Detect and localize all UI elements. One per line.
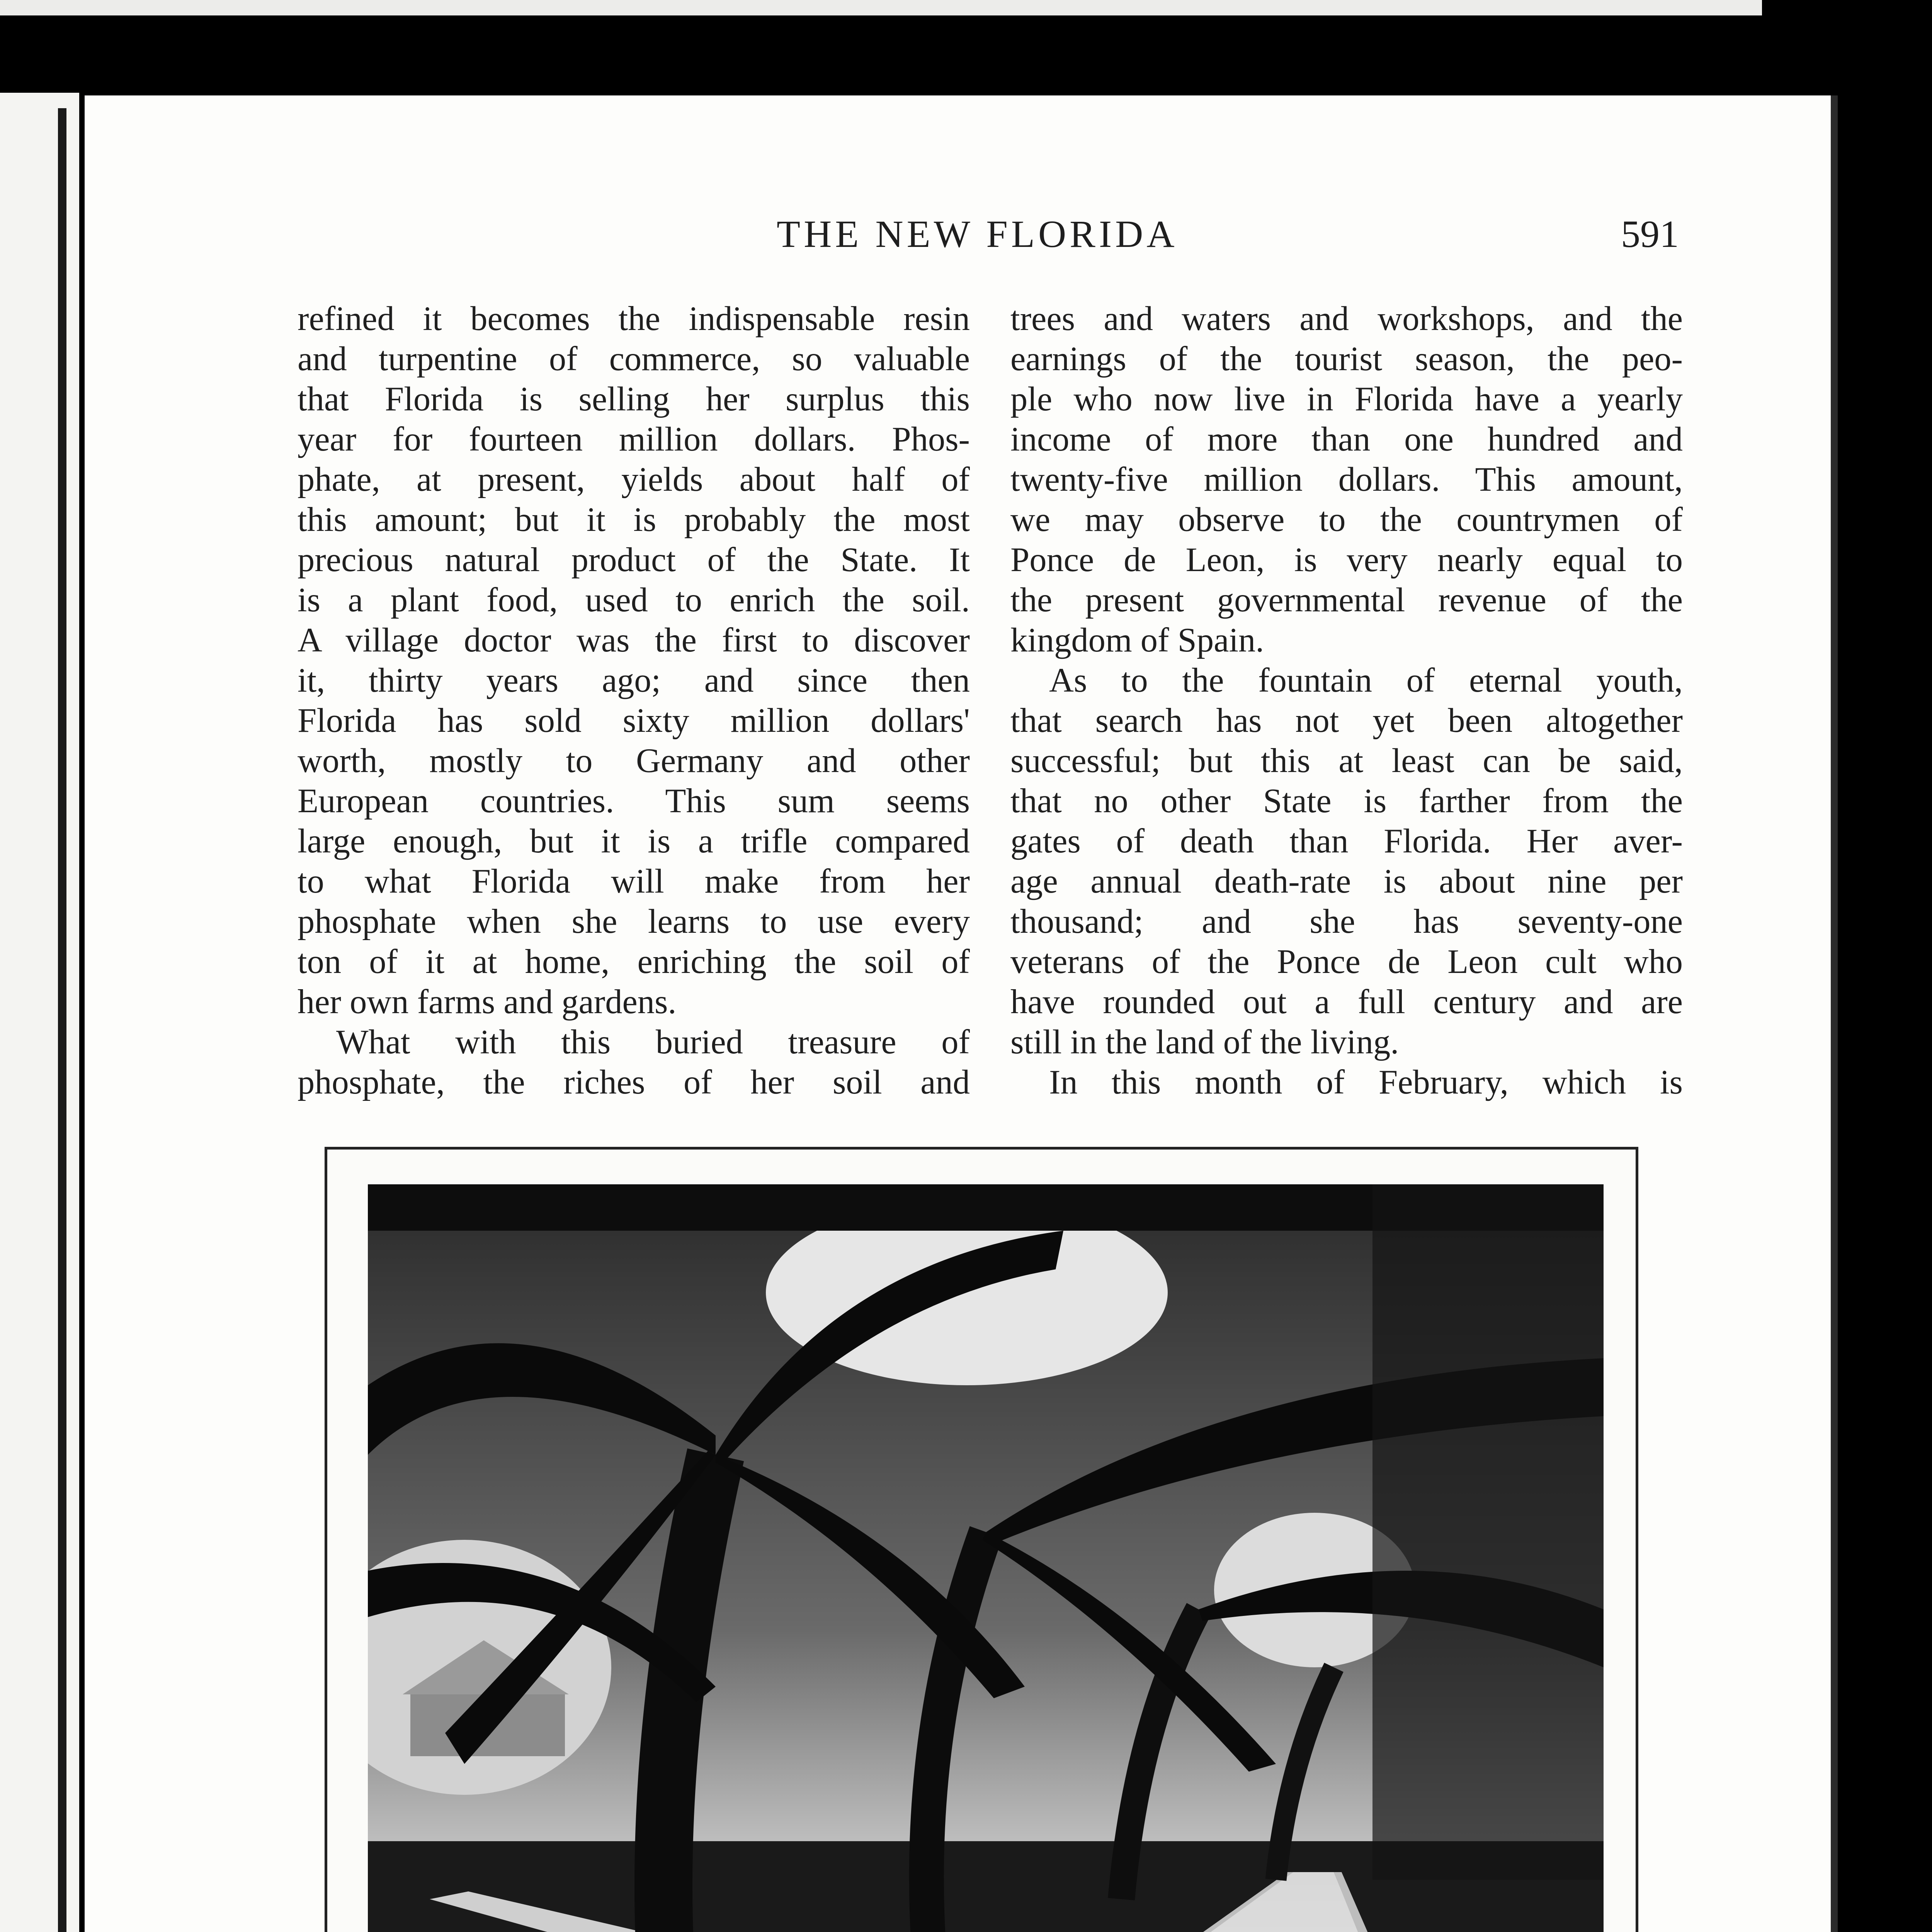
text-line: In this month of February, which is (1049, 1063, 1683, 1101)
scan-top-edge (0, 0, 1762, 15)
text-line: thousand; and she has seventy-one (1010, 903, 1683, 940)
text-line: large enough, but it is a trifle compared (298, 822, 970, 860)
page-number: 591 (1621, 213, 1679, 255)
text-line: is a plant food, used to enrich the soil. (298, 581, 970, 619)
text-line: we may observe to the countrymen of (1010, 501, 1683, 539)
palm-avenue-photograph (368, 1184, 1604, 1932)
facing-page-edge (0, 93, 79, 1932)
text-line: ton of it at home, enriching the soil of (298, 943, 970, 981)
text-line: What with this buried treasure of (336, 1023, 970, 1061)
text-line: earnings of the tourist season, the peo- (1010, 340, 1683, 378)
text-line: still in the land of the living. (1010, 1023, 1399, 1061)
text-line: A village doctor was the first to discover (298, 621, 970, 659)
text-line: age annual death-rate is about nine per (1010, 862, 1683, 900)
text-line: that Florida is selling her surplus this (298, 380, 970, 418)
text-line: have rounded out a full century and are (1010, 983, 1683, 1021)
binding-gutter (58, 108, 66, 1932)
text-line: Florida has sold sixty million dollars' (298, 702, 970, 740)
text-line: to what Florida will make from her (298, 862, 970, 900)
text-column-right (1010, 299, 1683, 1102)
text-line: European countries. This sum seems (298, 782, 970, 820)
text-line: kingdom of Spain. (1010, 621, 1264, 659)
text-line: Ponce de Leon, is very nearly equal to (1010, 541, 1683, 579)
page-right-edge (1831, 95, 1838, 1932)
text-line: year for fourteen million dollars. Phos- (298, 420, 970, 458)
text-line: ple who now live in Florida have a yearly (1010, 380, 1683, 418)
text-line: twenty-five million dollars. This amount, (1010, 461, 1683, 498)
text-line: this amount; but it is probably the most (298, 501, 970, 539)
text-line: that no other State is farther from the (1010, 782, 1683, 820)
text-line: phosphate, the riches of her soil and (298, 1063, 970, 1101)
running-title: THE NEW FLORIDA (777, 213, 1178, 255)
text-line: her own farms and gardens. (298, 983, 677, 1021)
text-line: veterans of the Ponce de Leon cult who (1010, 943, 1683, 981)
text-line: gates of death than Florida. Her aver- (1010, 822, 1683, 860)
text-line: As to the fountain of eternal youth, (1049, 662, 1683, 699)
text-line: worth, mostly to Germany and other (298, 742, 970, 780)
text-line: that search has not yet been altogether (1010, 702, 1683, 740)
text-line: phate, at present, yields about half of (298, 461, 970, 498)
text-column-left (298, 299, 970, 1102)
text-line: refined it becomes the indispensable resin (298, 300, 970, 338)
text-line: trees and waters and workshops, and the (1010, 300, 1683, 338)
text-line: and turpentine of commerce, so valuable (298, 340, 970, 378)
text-line: the present governmental revenue of the (1010, 581, 1683, 619)
text-line: phosphate when she learns to use every (298, 903, 970, 940)
text-line: it, thirty years ago; and since then (298, 662, 970, 699)
text-line: income of more than one hundred and (1010, 420, 1683, 458)
text-line: successful; but this at least can be said, (1010, 742, 1683, 780)
text-line: precious natural product of the State. It (298, 541, 970, 579)
